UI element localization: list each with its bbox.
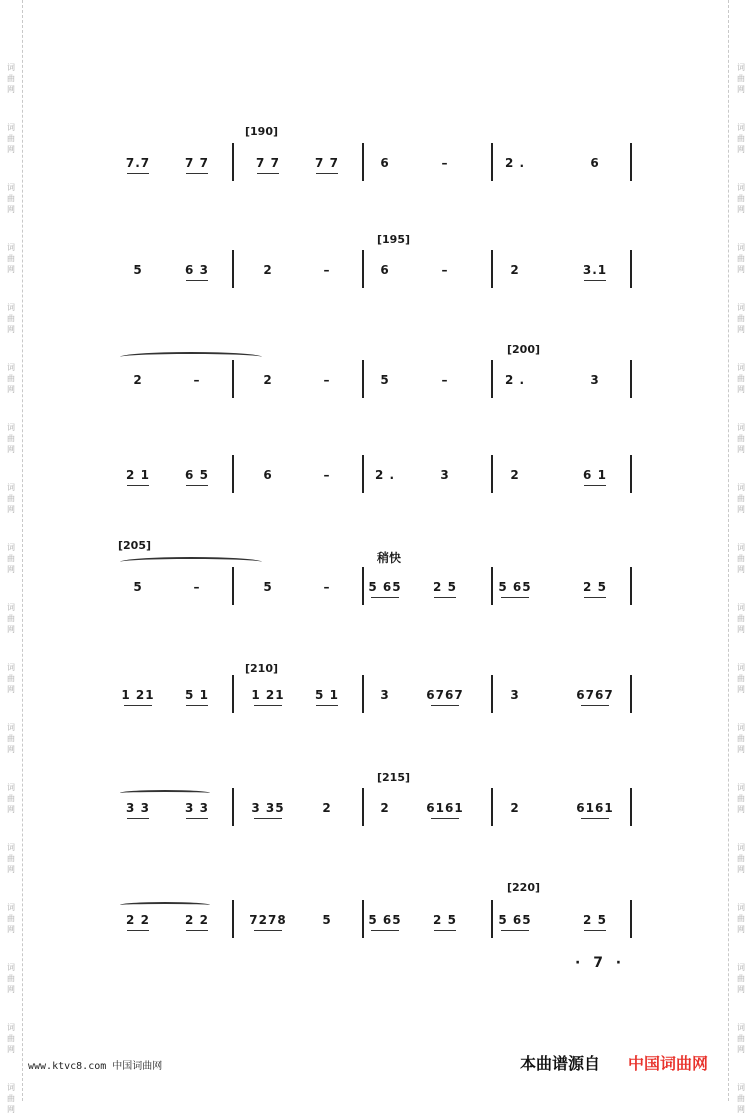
bar-line [362, 788, 364, 826]
watermark-text: 词 曲 网 [737, 963, 745, 994]
note-group: 2 [263, 263, 273, 277]
note-group: 6 [380, 263, 390, 277]
beam-underline [584, 485, 606, 486]
beam-underline [254, 930, 282, 931]
watermark-text: 词 曲 网 [7, 783, 15, 814]
note-group: 3 [510, 688, 520, 702]
bar-line [491, 455, 493, 493]
note-group: 6 [590, 156, 600, 170]
note-group: 6 5 [185, 468, 209, 482]
beam-underline [124, 705, 152, 706]
watermark-text: 词 曲 网 [737, 1023, 745, 1054]
measure-number-190: [190] [245, 125, 279, 138]
watermark-text: 词 曲 网 [737, 303, 745, 334]
watermark-text: 词 曲 网 [7, 243, 15, 274]
beam-underline [186, 818, 208, 819]
note-group: 7.7 [125, 156, 151, 170]
note-group: 5 [322, 913, 332, 927]
note-group: 6767 [576, 688, 614, 702]
note-group: 3 3 [126, 801, 150, 815]
watermark-text: 词 曲 网 [7, 1023, 15, 1054]
beam-underline [371, 930, 399, 931]
note-group: – [441, 263, 449, 277]
watermark-text: 词 曲 网 [7, 963, 15, 994]
measure-number-210: [210] [245, 662, 279, 675]
watermark-text: 词 曲 网 [737, 243, 745, 274]
bar-line [232, 567, 234, 605]
watermark-text: 词 曲 网 [737, 363, 745, 394]
watermark-text: 词 曲 网 [7, 423, 15, 454]
measure-number-200: [200] [507, 343, 541, 356]
beam-underline [316, 173, 338, 174]
bar-line [491, 675, 493, 713]
watermark-text: 词 曲 网 [7, 63, 15, 94]
watermark-text: 词 曲 网 [7, 483, 15, 514]
bar-line [362, 900, 364, 938]
bar-line [232, 455, 234, 493]
watermark-text: 词 曲 网 [7, 663, 15, 694]
bar-line [491, 143, 493, 181]
beam-underline [186, 705, 208, 706]
bar-line [362, 143, 364, 181]
note-group: – [193, 373, 201, 387]
footer-brand: 中国词曲网 [628, 1054, 709, 1073]
watermark-text: 词 曲 网 [737, 423, 745, 454]
bar-line [630, 455, 632, 493]
note-group: – [193, 580, 201, 594]
bar-line [362, 675, 364, 713]
note-group: 5 1 [315, 688, 339, 702]
note-group: 3 [590, 373, 600, 387]
note-group: – [323, 580, 331, 594]
watermark-text: 词 曲 网 [737, 603, 745, 634]
measure-number-205: [205] [118, 539, 152, 552]
bar-line [362, 455, 364, 493]
note-group: – [323, 373, 331, 387]
note-group: 2 [322, 801, 332, 815]
watermark-text: 词 曲 网 [7, 723, 15, 754]
note-group: 3.1 [582, 263, 608, 277]
note-group: 5 [133, 263, 143, 277]
watermark-text: 词 曲 网 [737, 783, 745, 814]
note-group: 5 65 [498, 580, 532, 594]
tempo-mark: 稍快 [377, 551, 402, 565]
note-group: 7 7 [315, 156, 339, 170]
note-group: 2 5 [583, 580, 607, 594]
beam-underline [434, 930, 456, 931]
note-group: 7 7 [256, 156, 280, 170]
note-group: 3 [440, 468, 450, 482]
bar-line [362, 360, 364, 398]
watermark-text: 词 曲 网 [7, 1083, 15, 1114]
beam-underline [584, 280, 606, 281]
note-group: 3 [380, 688, 390, 702]
beam-underline [584, 930, 606, 931]
note-group: 5 [133, 580, 143, 594]
note-group: 6161 [576, 801, 614, 815]
note-group: 5 [263, 580, 273, 594]
watermark-text: 词 曲 网 [7, 543, 15, 574]
note-group: 6 [380, 156, 390, 170]
bar-line [491, 250, 493, 288]
bar-line [491, 360, 493, 398]
note-group: 5 65 [368, 913, 402, 927]
beam-underline [186, 930, 208, 931]
bar-line [630, 567, 632, 605]
bar-line [630, 788, 632, 826]
bar-line [630, 250, 632, 288]
note-group: 3 3 [185, 801, 209, 815]
beam-underline [254, 818, 282, 819]
watermark-text: 词 曲 网 [737, 63, 745, 94]
note-group: 2 5 [433, 913, 457, 927]
bar-line [232, 143, 234, 181]
note-group: – [441, 156, 449, 170]
note-group: 6161 [426, 801, 464, 815]
watermark-text: 词 曲 网 [7, 363, 15, 394]
slur [120, 557, 262, 567]
note-group: 5 [380, 373, 390, 387]
beam-underline [431, 818, 459, 819]
note-group: 2 1 [126, 468, 150, 482]
beam-underline [581, 705, 609, 706]
slur [120, 790, 210, 796]
bar-line [232, 900, 234, 938]
bar-line [232, 250, 234, 288]
slur [120, 352, 262, 362]
bar-line [232, 788, 234, 826]
note-group: 6 3 [185, 263, 209, 277]
footer-source-label: 本曲谱源自 [520, 1054, 601, 1073]
bar-line [630, 675, 632, 713]
beam-underline [501, 930, 529, 931]
bar-line [491, 788, 493, 826]
beam-underline [127, 930, 149, 931]
beam-underline [186, 485, 208, 486]
watermark-text: 词 曲 网 [7, 843, 15, 874]
watermark-text: 词 曲 网 [7, 123, 15, 154]
beam-underline [186, 280, 208, 281]
note-group: 5 1 [185, 688, 209, 702]
beam-underline [127, 818, 149, 819]
note-group: 7 7 [185, 156, 209, 170]
beam-underline [316, 705, 338, 706]
measure-number-215: [215] [377, 771, 411, 784]
page-number: · 7 · [575, 955, 626, 971]
note-group: 2 . [504, 373, 526, 387]
note-group: 5 65 [368, 580, 402, 594]
watermark-text: 词 曲 网 [737, 183, 745, 214]
beam-underline [257, 173, 279, 174]
bar-line [491, 900, 493, 938]
note-group: 2 [263, 373, 273, 387]
note-group: 2 [510, 801, 520, 815]
beam-underline [584, 597, 606, 598]
watermark-text: 词 曲 网 [737, 1083, 745, 1114]
watermark-text: 词 曲 网 [7, 303, 15, 334]
bar-line [630, 360, 632, 398]
bar-line [362, 250, 364, 288]
bar-line [630, 143, 632, 181]
note-group: 2 [510, 263, 520, 277]
watermark-text: 词 曲 网 [737, 723, 745, 754]
bar-line [630, 900, 632, 938]
note-group: 2 [510, 468, 520, 482]
note-group: 6 1 [583, 468, 607, 482]
beam-underline [501, 597, 529, 598]
note-group: 1 21 [251, 688, 285, 702]
footer-url: www.ktvc8.com 中国词曲网 [28, 1061, 163, 1072]
note-group: 2 5 [433, 580, 457, 594]
beam-underline [127, 173, 149, 174]
bar-line [232, 675, 234, 713]
beam-underline [581, 818, 609, 819]
beam-underline [434, 597, 456, 598]
note-group: 1 21 [121, 688, 155, 702]
measure-number-220: [220] [507, 881, 541, 894]
watermark-text: 词 曲 网 [7, 903, 15, 934]
watermark-text: 词 曲 网 [737, 123, 745, 154]
note-group: 2 5 [583, 913, 607, 927]
watermark-text: 词 曲 网 [7, 183, 15, 214]
watermark-text: 词 曲 网 [7, 603, 15, 634]
beam-underline [127, 485, 149, 486]
bar-line [362, 567, 364, 605]
watermark-text: 词 曲 网 [737, 903, 745, 934]
note-group: 6 [263, 468, 273, 482]
watermark-text: 词 曲 网 [737, 483, 745, 514]
beam-underline [254, 705, 282, 706]
note-group: 3 35 [251, 801, 285, 815]
note-group: 2 [133, 373, 143, 387]
bar-line [491, 567, 493, 605]
note-group: – [323, 468, 331, 482]
note-group: 2 2 [185, 913, 209, 927]
note-group: – [323, 263, 331, 277]
watermark-text: 词 曲 网 [737, 843, 745, 874]
note-group: – [441, 373, 449, 387]
beam-underline [431, 705, 459, 706]
note-group: 2 [380, 801, 390, 815]
note-group: 5 65 [498, 913, 532, 927]
note-group: 2 . [504, 156, 526, 170]
slur [120, 902, 210, 908]
note-group: 2 2 [126, 913, 150, 927]
note-group: 6767 [426, 688, 464, 702]
watermark-text: 词 曲 网 [737, 663, 745, 694]
note-group: 2 . [374, 468, 396, 482]
beam-underline [186, 173, 208, 174]
beam-underline [371, 597, 399, 598]
measure-number-195: [195] [377, 233, 411, 246]
bar-line [232, 360, 234, 398]
watermark-text: 词 曲 网 [737, 543, 745, 574]
note-group: 7278 [249, 913, 287, 927]
